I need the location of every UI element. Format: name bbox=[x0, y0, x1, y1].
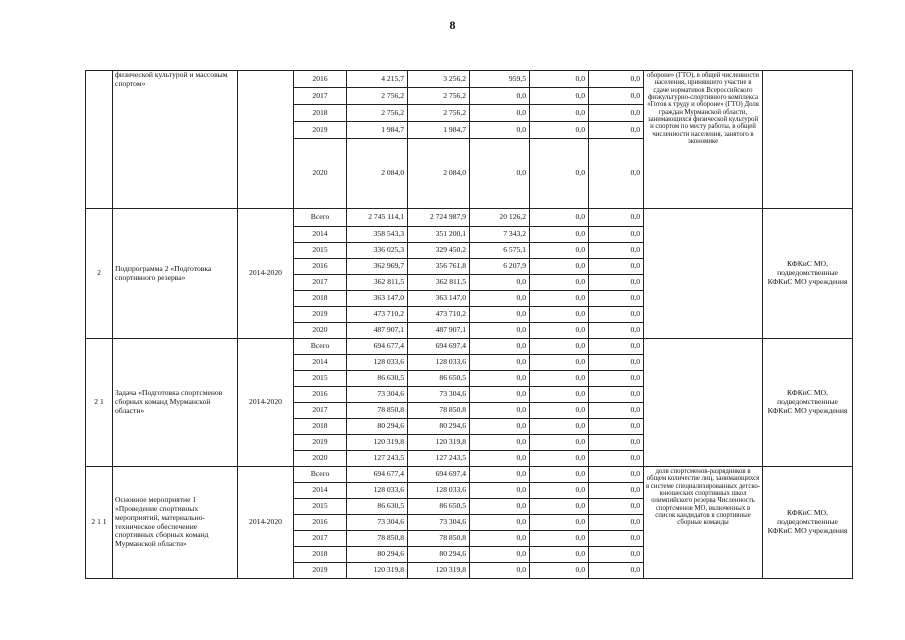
extra-budget-cell: 0,0 bbox=[589, 403, 644, 419]
federal-budget-cell: 0,0 bbox=[470, 105, 530, 122]
extra-budget-cell: 0,0 bbox=[589, 88, 644, 105]
local-budget-cell: 0,0 bbox=[530, 227, 589, 243]
regional-budget-cell: 86 650,5 bbox=[408, 371, 470, 387]
local-budget-cell: 0,0 bbox=[530, 499, 589, 515]
extra-budget-cell: 0,0 bbox=[589, 71, 644, 88]
year-cell: 2015 bbox=[294, 371, 347, 387]
regional-budget-cell: 73 304,6 bbox=[408, 387, 470, 403]
federal-budget-cell: 0,0 bbox=[470, 387, 530, 403]
total-cell: 473 710,2 bbox=[347, 307, 408, 323]
total-cell: 2 745 114,1 bbox=[347, 209, 408, 227]
local-budget-cell: 0,0 bbox=[530, 483, 589, 499]
year-cell: 2019 bbox=[294, 122, 347, 139]
local-budget-cell: 0,0 bbox=[530, 122, 589, 139]
page-number: 8 bbox=[449, 18, 456, 32]
regional-budget-cell: 2 756,2 bbox=[408, 105, 470, 122]
extra-budget-cell: 0,0 bbox=[589, 531, 644, 547]
section-name: Подпрограмма 2 «Подготовка спортивного резерва» bbox=[113, 209, 238, 339]
regional-budget-cell: 128 033,6 bbox=[408, 355, 470, 371]
regional-budget-cell: 487 907,1 bbox=[408, 323, 470, 339]
extra-budget-cell: 0,0 bbox=[589, 483, 644, 499]
local-budget-cell: 0,0 bbox=[530, 259, 589, 275]
local-budget-cell: 0,0 bbox=[530, 547, 589, 563]
regional-budget-cell: 351 200,1 bbox=[408, 227, 470, 243]
year-cell: 2014 bbox=[294, 227, 347, 243]
local-budget-cell: 0,0 bbox=[530, 451, 589, 467]
section-name: Основное мероприятие 1 «Проведение спортивных мероприятий, материально-техническое обеспечение спортивных сборных команд Мурманской области» bbox=[113, 467, 238, 579]
year-cell: 2018 bbox=[294, 291, 347, 307]
local-budget-cell: 0,0 bbox=[530, 275, 589, 291]
total-cell: 362 811,5 bbox=[347, 275, 408, 291]
local-budget-cell: 0,0 bbox=[530, 419, 589, 435]
federal-budget-cell: 0,0 bbox=[470, 323, 530, 339]
section-period: 2014-2020 bbox=[238, 339, 294, 467]
section-responsible: КФКиС МО, подведомственные КФКиС МО учреждения bbox=[763, 339, 853, 467]
year-cell: 2020 bbox=[294, 451, 347, 467]
extra-budget-cell: 0,0 bbox=[589, 339, 644, 355]
extra-budget-cell: 0,0 bbox=[589, 122, 644, 139]
federal-budget-cell: 0,0 bbox=[470, 307, 530, 323]
federal-budget-cell: 0,0 bbox=[470, 499, 530, 515]
extra-budget-cell: 0,0 bbox=[589, 291, 644, 307]
federal-budget-cell: 959,5 bbox=[470, 71, 530, 88]
total-cell: 694 677,4 bbox=[347, 339, 408, 355]
year-cell: 2014 bbox=[294, 483, 347, 499]
local-budget-cell: 0,0 bbox=[530, 531, 589, 547]
section-responsible: КФКиС МО, подведомственные КФКиС МО учреждения bbox=[763, 209, 853, 339]
year-cell: 2016 bbox=[294, 387, 347, 403]
regional-budget-cell: 473 710,2 bbox=[408, 307, 470, 323]
total-cell: 86 630,5 bbox=[347, 499, 408, 515]
section-name: Задача «Подготовка спортсменов сборных команд Мурманской области» bbox=[113, 339, 238, 467]
regional-budget-cell: 3 256,2 bbox=[408, 71, 470, 88]
local-budget-cell: 0,0 bbox=[530, 371, 589, 387]
regional-budget-cell: 78 850,8 bbox=[408, 403, 470, 419]
regional-budget-cell: 127 243,5 bbox=[408, 451, 470, 467]
federal-budget-cell: 0,0 bbox=[470, 339, 530, 355]
regional-budget-cell: 329 450,2 bbox=[408, 243, 470, 259]
local-budget-cell: 0,0 bbox=[530, 355, 589, 371]
section-number bbox=[86, 71, 113, 209]
regional-budget-cell: 694 697,4 bbox=[408, 467, 470, 483]
total-cell: 128 033,6 bbox=[347, 355, 408, 371]
year-cell: 2015 bbox=[294, 243, 347, 259]
year-cell: 2017 bbox=[294, 275, 347, 291]
local-budget-cell: 0,0 bbox=[530, 243, 589, 259]
regional-budget-cell: 80 294,6 bbox=[408, 547, 470, 563]
total-cell: 362 969,7 bbox=[347, 259, 408, 275]
federal-budget-cell: 0,0 bbox=[470, 547, 530, 563]
total-cell: 2 756,2 bbox=[347, 88, 408, 105]
year-cell: Всего bbox=[294, 467, 347, 483]
regional-budget-cell: 2 756,2 bbox=[408, 88, 470, 105]
total-cell: 73 304,6 bbox=[347, 387, 408, 403]
regional-budget-cell: 73 304,6 bbox=[408, 515, 470, 531]
total-cell: 120 319,8 bbox=[347, 435, 408, 451]
federal-budget-cell: 0,0 bbox=[470, 515, 530, 531]
federal-budget-cell: 0,0 bbox=[470, 483, 530, 499]
extra-budget-cell: 0,0 bbox=[589, 105, 644, 122]
federal-budget-cell: 0,0 bbox=[470, 88, 530, 105]
federal-budget-cell: 0,0 bbox=[470, 122, 530, 139]
section-indicators: доля спортсменов-разрядников в общем количестве лиц, занимающихся в системе специализированных детско-юношеских спортивных школ олимпийского резерва Численность спортсменов МО, включенных в список кандидатов в спортивные сборные команды bbox=[644, 467, 763, 579]
federal-budget-cell: 0,0 bbox=[470, 291, 530, 307]
total-cell: 78 850,8 bbox=[347, 531, 408, 547]
year-cell: 2016 bbox=[294, 515, 347, 531]
regional-budget-cell: 128 033,6 bbox=[408, 483, 470, 499]
federal-budget-cell: 0,0 bbox=[470, 371, 530, 387]
table-row bbox=[86, 209, 853, 227]
extra-budget-cell: 0,0 bbox=[589, 451, 644, 467]
section-indicators bbox=[644, 209, 763, 339]
regional-budget-cell: 694 697,4 bbox=[408, 339, 470, 355]
regional-budget-cell: 356 761,8 bbox=[408, 259, 470, 275]
total-cell: 80 294,6 bbox=[347, 419, 408, 435]
total-cell: 358 543,3 bbox=[347, 227, 408, 243]
federal-budget-cell: 0,0 bbox=[470, 467, 530, 483]
total-cell: 73 304,6 bbox=[347, 515, 408, 531]
year-cell: 2017 bbox=[294, 88, 347, 105]
extra-budget-cell: 0,0 bbox=[589, 355, 644, 371]
total-cell: 120 319,8 bbox=[347, 563, 408, 579]
year-cell: Всего bbox=[294, 339, 347, 355]
extra-budget-cell: 0,0 bbox=[589, 435, 644, 451]
total-cell: 127 243,5 bbox=[347, 451, 408, 467]
federal-budget-cell: 6 575,1 bbox=[470, 243, 530, 259]
regional-budget-cell: 2 724 987,9 bbox=[408, 209, 470, 227]
table-body bbox=[86, 71, 853, 579]
section-period: 2014-2020 bbox=[238, 209, 294, 339]
local-budget-cell: 0,0 bbox=[530, 105, 589, 122]
section-number: 2 1 bbox=[86, 339, 113, 467]
financing-table bbox=[85, 70, 853, 579]
total-cell: 78 850,8 bbox=[347, 403, 408, 419]
local-budget-cell: 0,0 bbox=[530, 209, 589, 227]
regional-budget-cell: 80 294,6 bbox=[408, 419, 470, 435]
year-cell: 2020 bbox=[294, 139, 347, 209]
local-budget-cell: 0,0 bbox=[530, 515, 589, 531]
extra-budget-cell: 0,0 bbox=[589, 387, 644, 403]
section-name: физической культурой и массовым спортом» bbox=[113, 71, 238, 209]
year-cell: 2019 bbox=[294, 563, 347, 579]
year-cell: 2017 bbox=[294, 403, 347, 419]
federal-budget-cell: 0,0 bbox=[470, 419, 530, 435]
local-budget-cell: 0,0 bbox=[530, 403, 589, 419]
year-cell: 2018 bbox=[294, 547, 347, 563]
extra-budget-cell: 0,0 bbox=[589, 275, 644, 291]
regional-budget-cell: 1 984,7 bbox=[408, 122, 470, 139]
total-cell: 487 907,1 bbox=[347, 323, 408, 339]
extra-budget-cell: 0,0 bbox=[589, 243, 644, 259]
section-responsible: КФКиС МО, подведомственные КФКиС МО учреждения bbox=[763, 467, 853, 579]
local-budget-cell: 0,0 bbox=[530, 307, 589, 323]
table-row bbox=[86, 339, 853, 355]
extra-budget-cell: 0,0 bbox=[589, 371, 644, 387]
year-cell: 2019 bbox=[294, 307, 347, 323]
year-cell: 2020 bbox=[294, 323, 347, 339]
federal-budget-cell: 0,0 bbox=[470, 355, 530, 371]
local-budget-cell: 0,0 bbox=[530, 291, 589, 307]
regional-budget-cell: 120 319,8 bbox=[408, 435, 470, 451]
federal-budget-cell: 0,0 bbox=[470, 139, 530, 209]
table-row bbox=[86, 467, 853, 483]
year-cell: 2018 bbox=[294, 105, 347, 122]
total-cell: 128 033,6 bbox=[347, 483, 408, 499]
federal-budget-cell: 0,0 bbox=[470, 563, 530, 579]
year-cell: 2018 bbox=[294, 419, 347, 435]
local-budget-cell: 0,0 bbox=[530, 88, 589, 105]
extra-budget-cell: 0,0 bbox=[589, 227, 644, 243]
regional-budget-cell: 78 850,8 bbox=[408, 531, 470, 547]
year-cell: 2016 bbox=[294, 71, 347, 88]
total-cell: 2 756,2 bbox=[347, 105, 408, 122]
total-cell: 4 215,7 bbox=[347, 71, 408, 88]
federal-budget-cell: 7 343,2 bbox=[470, 227, 530, 243]
federal-budget-cell: 0,0 bbox=[470, 403, 530, 419]
local-budget-cell: 0,0 bbox=[530, 323, 589, 339]
total-cell: 1 984,7 bbox=[347, 122, 408, 139]
section-indicators: обороне» (ГТО), в общей численности населения, принявшего участие в сдаче нормативов Всероссийского физкультурно-спортивного комплекса «Готов к труду и обороне» (ГТО) Доля граждан Мурманской области, занимающихся физической культурой и спортом по месту работы, в общей численности населения, занятого в экономике bbox=[644, 71, 763, 209]
section-number: 2 1 1 bbox=[86, 467, 113, 579]
extra-budget-cell: 0,0 bbox=[589, 499, 644, 515]
year-cell: 2015 bbox=[294, 499, 347, 515]
section-period bbox=[238, 71, 294, 209]
federal-budget-cell: 6 207,9 bbox=[470, 259, 530, 275]
local-budget-cell: 0,0 bbox=[530, 139, 589, 209]
extra-budget-cell: 0,0 bbox=[589, 307, 644, 323]
extra-budget-cell: 0,0 bbox=[589, 563, 644, 579]
section-period: 2014-2020 bbox=[238, 467, 294, 579]
federal-budget-cell: 20 126,2 bbox=[470, 209, 530, 227]
regional-budget-cell: 362 811,5 bbox=[408, 275, 470, 291]
year-cell: Всего bbox=[294, 209, 347, 227]
section-number: 2 bbox=[86, 209, 113, 339]
total-cell: 363 147,0 bbox=[347, 291, 408, 307]
federal-budget-cell: 0,0 bbox=[470, 435, 530, 451]
extra-budget-cell: 0,0 bbox=[589, 259, 644, 275]
table-row bbox=[86, 71, 853, 88]
regional-budget-cell: 2 084,0 bbox=[408, 139, 470, 209]
extra-budget-cell: 0,0 bbox=[589, 515, 644, 531]
total-cell: 86 630,5 bbox=[347, 371, 408, 387]
year-cell: 2014 bbox=[294, 355, 347, 371]
local-budget-cell: 0,0 bbox=[530, 467, 589, 483]
local-budget-cell: 0,0 bbox=[530, 339, 589, 355]
total-cell: 336 025,3 bbox=[347, 243, 408, 259]
federal-budget-cell: 0,0 bbox=[470, 531, 530, 547]
year-cell: 2019 bbox=[294, 435, 347, 451]
federal-budget-cell: 0,0 bbox=[470, 275, 530, 291]
local-budget-cell: 0,0 bbox=[530, 387, 589, 403]
regional-budget-cell: 120 319,8 bbox=[408, 563, 470, 579]
total-cell: 694 677,4 bbox=[347, 467, 408, 483]
extra-budget-cell: 0,0 bbox=[589, 209, 644, 227]
year-cell: 2016 bbox=[294, 259, 347, 275]
total-cell: 80 294,6 bbox=[347, 547, 408, 563]
federal-budget-cell: 0,0 bbox=[470, 451, 530, 467]
section-responsible bbox=[763, 71, 853, 209]
year-cell: 2017 bbox=[294, 531, 347, 547]
extra-budget-cell: 0,0 bbox=[589, 547, 644, 563]
extra-budget-cell: 0,0 bbox=[589, 323, 644, 339]
local-budget-cell: 0,0 bbox=[530, 563, 589, 579]
total-cell: 2 084,0 bbox=[347, 139, 408, 209]
local-budget-cell: 0,0 bbox=[530, 71, 589, 88]
section-indicators bbox=[644, 339, 763, 467]
regional-budget-cell: 363 147,0 bbox=[408, 291, 470, 307]
extra-budget-cell: 0,0 bbox=[589, 467, 644, 483]
local-budget-cell: 0,0 bbox=[530, 435, 589, 451]
extra-budget-cell: 0,0 bbox=[589, 419, 644, 435]
regional-budget-cell: 86 650,5 bbox=[408, 499, 470, 515]
extra-budget-cell: 0,0 bbox=[589, 139, 644, 209]
